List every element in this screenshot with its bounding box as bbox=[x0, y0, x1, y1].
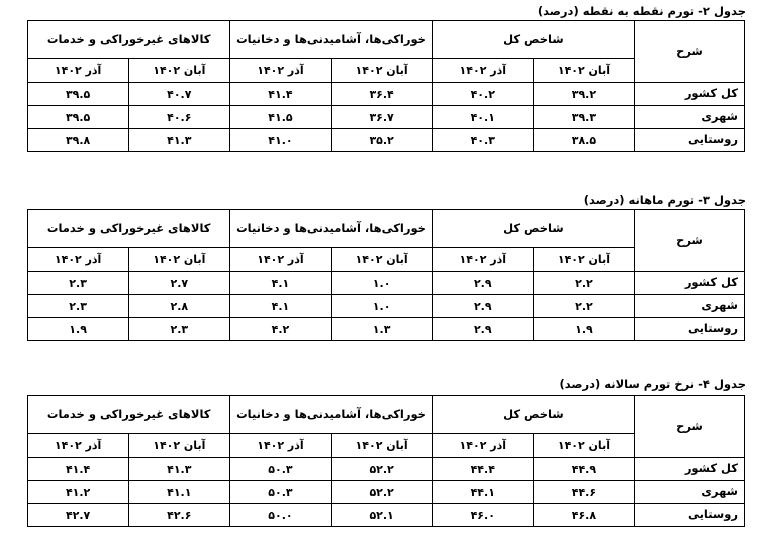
table-4 bbox=[27, 395, 745, 527]
row-label: کل کشور bbox=[635, 458, 745, 481]
table-row bbox=[28, 272, 745, 295]
subheader: آبان ۱۴۰۲ bbox=[331, 434, 432, 458]
table-cell: ۴۰.۱ bbox=[432, 106, 533, 129]
table-cell: ۵۲.۱ bbox=[331, 504, 432, 527]
table-row bbox=[28, 318, 745, 341]
group-header: کالاهای غیرخوراکی و خدمات bbox=[28, 210, 230, 248]
table-cell: ۵۲.۲ bbox=[331, 458, 432, 481]
subheader: آذر ۱۴۰۲ bbox=[230, 248, 331, 272]
table-cell: ۳۵.۲ bbox=[331, 129, 432, 152]
row-label: شهری bbox=[635, 295, 745, 318]
table-cell: ۵۰.۳ bbox=[230, 481, 331, 504]
table-cell: ۲.۹ bbox=[432, 318, 533, 341]
table-cell: ۲.۷ bbox=[129, 272, 230, 295]
table-4-caption: جدول ۴- نرخ تورم سالانه (درصد) bbox=[559, 377, 746, 391]
group-header: خوراکی‌ها، آشامیدنی‌ها و دخانیات bbox=[230, 396, 432, 434]
subheader: آبان ۱۴۰۲ bbox=[129, 248, 230, 272]
table-cell: ۲.۳ bbox=[28, 295, 129, 318]
table-cell: ۳۹.۲ bbox=[533, 83, 634, 106]
table-row bbox=[28, 129, 745, 152]
subheader: آذر ۱۴۰۲ bbox=[230, 59, 331, 83]
group-header: کالاهای غیرخوراکی و خدمات bbox=[28, 396, 230, 434]
subheader: آذر ۱۴۰۲ bbox=[230, 434, 331, 458]
table-cell: ۴۰.۳ bbox=[432, 129, 533, 152]
table-cell: ۴۲.۶ bbox=[129, 504, 230, 527]
table-cell: ۴۰.۶ bbox=[129, 106, 230, 129]
table-cell: ۴۴.۹ bbox=[533, 458, 634, 481]
row-label: روستایی bbox=[635, 129, 745, 152]
table-cell: ۴۱.۲ bbox=[28, 481, 129, 504]
table-row bbox=[28, 458, 745, 481]
table-cell: ۴.۲ bbox=[230, 318, 331, 341]
row-label: شهری bbox=[635, 106, 745, 129]
table-cell: ۳۹.۵ bbox=[28, 83, 129, 106]
table-cell: ۴۴.۱ bbox=[432, 481, 533, 504]
row-label: روستایی bbox=[635, 504, 745, 527]
group-header: شاخص کل bbox=[432, 396, 634, 434]
subheader: آبان ۱۴۰۲ bbox=[533, 434, 634, 458]
table-cell: ۴۱.۵ bbox=[230, 106, 331, 129]
row-label: کل کشور bbox=[635, 83, 745, 106]
table-cell: ۴۱.۴ bbox=[230, 83, 331, 106]
group-header: شاخص کل bbox=[432, 210, 634, 248]
subheader: آذر ۱۴۰۲ bbox=[432, 248, 533, 272]
table-cell: ۴۱.۳ bbox=[129, 129, 230, 152]
table-row bbox=[28, 481, 745, 504]
row-header: شرح bbox=[635, 396, 745, 458]
table-cell: ۳۹.۵ bbox=[28, 106, 129, 129]
subheader: آذر ۱۴۰۲ bbox=[28, 248, 129, 272]
table-cell: ۲.۸ bbox=[129, 295, 230, 318]
group-header: شاخص کل bbox=[432, 21, 634, 59]
table-row bbox=[28, 106, 745, 129]
table-cell: ۲.۳ bbox=[28, 272, 129, 295]
table-row bbox=[28, 295, 745, 318]
table-cell: ۵۲.۲ bbox=[331, 481, 432, 504]
table-cell: ۲.۳ bbox=[129, 318, 230, 341]
row-label: کل کشور bbox=[635, 272, 745, 295]
table-cell: ۴۴.۴ bbox=[432, 458, 533, 481]
table-cell: ۵۰.۰ bbox=[230, 504, 331, 527]
table-cell: ۳۹.۸ bbox=[28, 129, 129, 152]
subheader: آبان ۱۴۰۲ bbox=[331, 59, 432, 83]
table-cell: ۵۰.۳ bbox=[230, 458, 331, 481]
subheader: آذر ۱۴۰۲ bbox=[28, 434, 129, 458]
table-2-caption: جدول ۲- تورم نقطه به نقطه (درصد) bbox=[537, 4, 746, 18]
subheader: آذر ۱۴۰۲ bbox=[432, 434, 533, 458]
table-cell: ۴۲.۷ bbox=[28, 504, 129, 527]
row-label: روستایی bbox=[635, 318, 745, 341]
row-header: شرح bbox=[635, 21, 745, 83]
table-cell: ۳۸.۵ bbox=[533, 129, 634, 152]
subheader: آذر ۱۴۰۲ bbox=[432, 59, 533, 83]
subheader: آذر ۱۴۰۲ bbox=[28, 59, 129, 83]
table-cell: ۱.۹ bbox=[28, 318, 129, 341]
table-2 bbox=[27, 20, 745, 152]
table-row bbox=[28, 83, 745, 106]
table-cell: ۱.۰ bbox=[331, 272, 432, 295]
table-cell: ۴۰.۷ bbox=[129, 83, 230, 106]
table-cell: ۴.۱ bbox=[230, 295, 331, 318]
table-cell: ۲.۹ bbox=[432, 295, 533, 318]
table-row bbox=[28, 504, 745, 527]
table-cell: ۴۱.۴ bbox=[28, 458, 129, 481]
table-cell: ۴۶.۸ bbox=[533, 504, 634, 527]
subheader: آبان ۱۴۰۲ bbox=[331, 248, 432, 272]
table-cell: ۱.۹ bbox=[533, 318, 634, 341]
table-cell: ۱.۳ bbox=[331, 318, 432, 341]
table-cell: ۴۱.۳ bbox=[129, 458, 230, 481]
table-cell: ۳۶.۴ bbox=[331, 83, 432, 106]
table-cell: ۲.۲ bbox=[533, 272, 634, 295]
group-header: خوراکی‌ها، آشامیدنی‌ها و دخانیات bbox=[230, 21, 432, 59]
table-cell: ۴۰.۲ bbox=[432, 83, 533, 106]
table-cell: ۲.۹ bbox=[432, 272, 533, 295]
table-3-caption: جدول ۳- تورم ماهانه (درصد) bbox=[583, 193, 746, 207]
subheader: آبان ۱۴۰۲ bbox=[533, 59, 634, 83]
group-header: کالاهای غیرخوراکی و خدمات bbox=[28, 21, 230, 59]
table-cell: ۴۱.۰ bbox=[230, 129, 331, 152]
table-cell: ۴.۱ bbox=[230, 272, 331, 295]
table-3 bbox=[27, 209, 745, 341]
subheader: آبان ۱۴۰۲ bbox=[533, 248, 634, 272]
table-cell: ۴۶.۰ bbox=[432, 504, 533, 527]
row-header: شرح bbox=[635, 210, 745, 272]
table-cell: ۳۶.۷ bbox=[331, 106, 432, 129]
row-label: شهری bbox=[635, 481, 745, 504]
table-cell: ۴۴.۶ bbox=[533, 481, 634, 504]
table-cell: ۲.۲ bbox=[533, 295, 634, 318]
table-cell: ۴۱.۱ bbox=[129, 481, 230, 504]
group-header: خوراکی‌ها، آشامیدنی‌ها و دخانیات bbox=[230, 210, 432, 248]
table-cell: ۳۹.۳ bbox=[533, 106, 634, 129]
subheader: آبان ۱۴۰۲ bbox=[129, 434, 230, 458]
table-cell: ۱.۰ bbox=[331, 295, 432, 318]
subheader: آبان ۱۴۰۲ bbox=[129, 59, 230, 83]
